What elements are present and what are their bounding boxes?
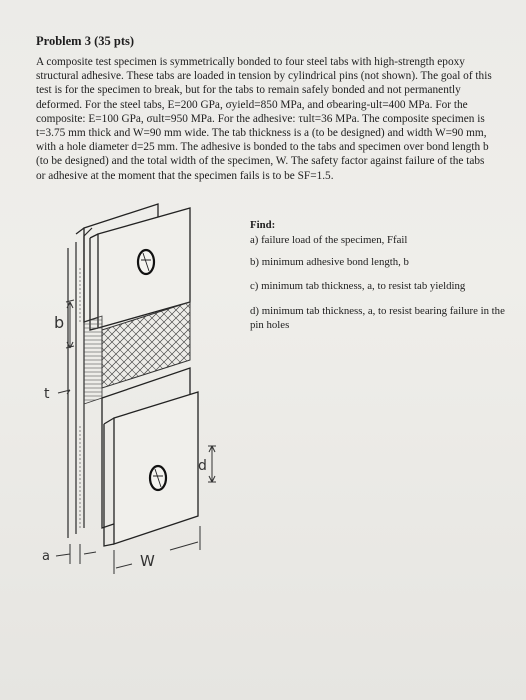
problem-paragraph: A composite test specimen is symmetrically bonded to four steel tabs with high-strength epoxy structural adhesive. These tabs are loaded in tension by cylindrical pins (not shown). The goal of this test is for the specimen to break, but for the tabs to remain safely bonded and not permanently deformed. For the steel tabs, E=200 GPa, σyield=850 MPa, and σbearing-ult=400 MPa. For the composite: E=100 GPa, σult=950 MPa. For the adhesive: τult=36 MPa. The composite specimen is t=3.75 mm thick and W=90 mm wide. The tab thickness is a (to be designed) and width W=90 mm, with a hole diameter d=25 mm. The adhesive is bonded to the tabs and specimen over bond length b (to be designed) and the total width of the specimen, W. The safety factor against failure of the tabs or adhesive at the moment that the specimen fails is to be SF=1.5. — [36, 56, 492, 182]
dimension-a — [56, 544, 96, 564]
label-t: t — [44, 386, 50, 402]
specimen-figure — [40, 198, 250, 598]
label-b: b — [54, 313, 65, 332]
problem-statement — [36, 55, 494, 183]
find-section — [250, 219, 510, 331]
dimension-d — [208, 446, 216, 482]
find-item-a: a) failure load of the specimen, Ffail — [250, 233, 408, 246]
find-item-d: d) minimum tab thickness, a, to resist bearing failure in the pin holes — [250, 305, 505, 331]
label-w: W — [140, 552, 155, 570]
label-a: a — [42, 549, 50, 564]
problem-title: Problem 3 (35 pts) — [36, 34, 135, 48]
bottom-pin-hole — [150, 466, 166, 490]
find-heading: Find: — [250, 219, 276, 231]
find-item-b: b) minimum adhesive bond length, b — [250, 256, 409, 268]
find-item-c: c) minimum tab thickness, a, to resist tab yielding — [250, 280, 466, 292]
top-pin-hole — [138, 250, 154, 274]
dimension-b — [66, 300, 74, 348]
label-d: d — [198, 458, 207, 474]
bottom-tab-front — [104, 392, 198, 546]
